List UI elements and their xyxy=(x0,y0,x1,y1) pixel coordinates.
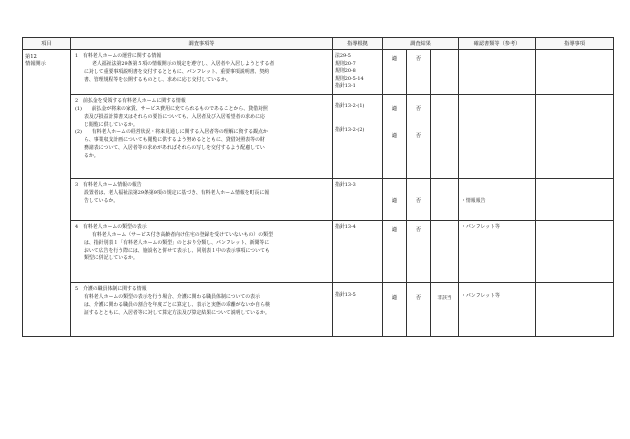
section-line: 有料老人ホームの類型の表示を行う場合、介護に関わる職員体制についての表示 xyxy=(84,293,260,300)
result-tekigo[interactable]: 適 xyxy=(383,50,407,95)
section-2-basis xyxy=(333,94,383,178)
section-3-content xyxy=(71,178,333,220)
basis-ref: 指針13-4 xyxy=(335,223,356,230)
result-hi[interactable]: 否 xyxy=(407,50,431,95)
result-fugaito[interactable]: 非該当 xyxy=(431,282,459,336)
result-tekigo[interactable] xyxy=(383,94,407,178)
section-heading: 2 前払金を受領する有料老人ホームに関する情報 xyxy=(75,97,186,104)
header-notes: 指導事項 xyxy=(536,38,614,50)
docs-cell xyxy=(459,94,536,178)
section-line: 務諸表について、入居者等の求めがあればそれらの写しを交付するよう配慮してい xyxy=(84,145,265,152)
section-heading: 5 介護の職員体制に関する情報 xyxy=(75,285,147,292)
section-heading: 1 有料老人ホームの運営に関する情報 xyxy=(75,53,162,59)
section-line: 表及び損益計算書又はそれらの要旨についても、入居者及び入居希望者の求めに応 xyxy=(84,113,265,120)
header-basis: 指導根拠 xyxy=(333,38,383,50)
docs-cell: ・情報報告 xyxy=(459,178,536,220)
result-tekigo[interactable]: 適 xyxy=(383,220,407,282)
result-fugaito[interactable] xyxy=(431,178,459,220)
notes-cell[interactable] xyxy=(536,282,614,336)
table-row xyxy=(23,220,614,282)
section-line: 老人福祉法第29条第５項の情報開示の規定を遵守し、入居者や入居しようとする者 xyxy=(92,60,275,67)
category-number: 第12 xyxy=(25,54,37,60)
inspection-checklist-sheet xyxy=(22,37,613,357)
header-result: 調査結果 xyxy=(383,38,459,50)
category-title: 情報開示 xyxy=(25,61,46,68)
notes-cell[interactable] xyxy=(536,50,614,95)
result-hi-2[interactable]: 否 xyxy=(415,132,422,139)
section-1-basis xyxy=(333,50,383,95)
section-line: ら、事業収支計画についても閲覧に供するよう努めるとともに、貸借対照表等の財 xyxy=(84,137,265,144)
section-line: じ閲覧に供しているか。 xyxy=(84,121,138,128)
result-fugaito[interactable] xyxy=(431,50,459,95)
section-line: は、介護に関わる職員の割合を年度ごとに算定し、表示と実態の乖離がないか自ら検 xyxy=(84,301,270,308)
basis-ref: 法29-5 xyxy=(335,53,351,59)
docs-cell xyxy=(459,50,536,95)
section-line: 類型に併記しているか。 xyxy=(84,255,138,262)
result-fugaito[interactable] xyxy=(431,94,459,178)
section-line: 証するとともに、入居者等に対して算定方法及び算定結果について説明しているか。 xyxy=(84,309,270,316)
section-5-content xyxy=(71,282,333,336)
result-hi[interactable]: 否 xyxy=(407,220,431,282)
section-line: るか。 xyxy=(84,152,99,159)
section-3-basis xyxy=(333,178,383,220)
section-4-basis xyxy=(333,220,383,282)
section-heading: 3 有料老人ホーム情報の報告 xyxy=(75,181,142,188)
section-line: (1) 前払金が将来の家賃、サービス費用に充てられるものであることから、貸借対照 xyxy=(75,105,268,112)
result-hi-1[interactable]: 否 xyxy=(415,105,422,112)
section-4-content xyxy=(71,220,333,282)
section-2-content xyxy=(71,94,333,178)
result-tekigo-1[interactable]: 適 xyxy=(391,105,398,112)
section-line: (2) 有料老人ホームの経営状況・将来見通しに関する入居者等の理解に資する観点か xyxy=(75,129,268,136)
table-row xyxy=(23,50,614,95)
basis-ref: 指針13-2-(1) xyxy=(335,102,365,109)
result-tekigo-2[interactable]: 適 xyxy=(391,132,398,139)
basis-ref: 規則20-7 xyxy=(335,60,356,67)
section-line: おいて広告を行う際には、施設名と併せて表示し、同別表１中の表示事項についても xyxy=(84,247,270,254)
section-line: 設置者は、老人福祉法第29条第9項の規定に基づき、有料老人ホーム情報を町長に報 xyxy=(84,189,270,196)
table-row xyxy=(23,282,614,336)
header-content: 調査事項等 xyxy=(71,38,333,50)
header-item: 項目 xyxy=(23,38,71,50)
header-docs: 確認書類等（参考） xyxy=(459,38,536,50)
section-heading: 4 有料老人ホームの類型の表示 xyxy=(75,223,147,230)
result-tekigo[interactable]: 適 xyxy=(383,282,407,336)
section-line: に対して重要事項説明書を交付するとともに、パンフレット、重要事項説明書、契約 xyxy=(84,68,270,75)
result-hi[interactable]: 否 xyxy=(407,178,431,220)
header-row xyxy=(23,38,614,50)
section-1-content xyxy=(71,50,333,95)
notes-cell[interactable] xyxy=(536,220,614,282)
result-fugaito[interactable] xyxy=(431,220,459,282)
basis-ref: 規則20-8 xyxy=(335,68,356,75)
basis-ref: 規則20-5-14 xyxy=(335,75,364,82)
result-hi[interactable] xyxy=(407,94,431,178)
result-tekigo[interactable]: 適 xyxy=(383,178,407,220)
section-line: 告しているか。 xyxy=(84,197,119,204)
section-line: は、指針別表１「有料老人ホームの類型」のとおり分類し、パンフレット、新聞等に xyxy=(84,239,270,246)
basis-ref: 指針13-2-(2) xyxy=(335,126,365,133)
notes-cell[interactable] xyxy=(536,94,614,178)
basis-ref: 指針13-1 xyxy=(335,83,356,90)
result-hi[interactable]: 否 xyxy=(407,282,431,336)
table-row xyxy=(23,178,614,220)
section-5-basis xyxy=(333,282,383,336)
section-line: 有料老人ホーム（サービス付き高齢者向け住宅の登録を受けていないもの）の類型 xyxy=(92,231,273,238)
table-row xyxy=(23,94,614,178)
category-cell xyxy=(23,50,71,337)
basis-ref: 指針13-5 xyxy=(335,291,356,298)
inspection-table xyxy=(22,37,614,337)
notes-cell[interactable] xyxy=(536,178,614,220)
docs-cell: ・パンフレット等 xyxy=(459,220,536,282)
docs-cell: ・パンフレット等 xyxy=(459,282,536,336)
basis-ref: 指針13-3 xyxy=(335,181,356,188)
section-line: 書、管理規程等を公開するものとし、求めに応じ交付しているか。 xyxy=(84,76,231,83)
